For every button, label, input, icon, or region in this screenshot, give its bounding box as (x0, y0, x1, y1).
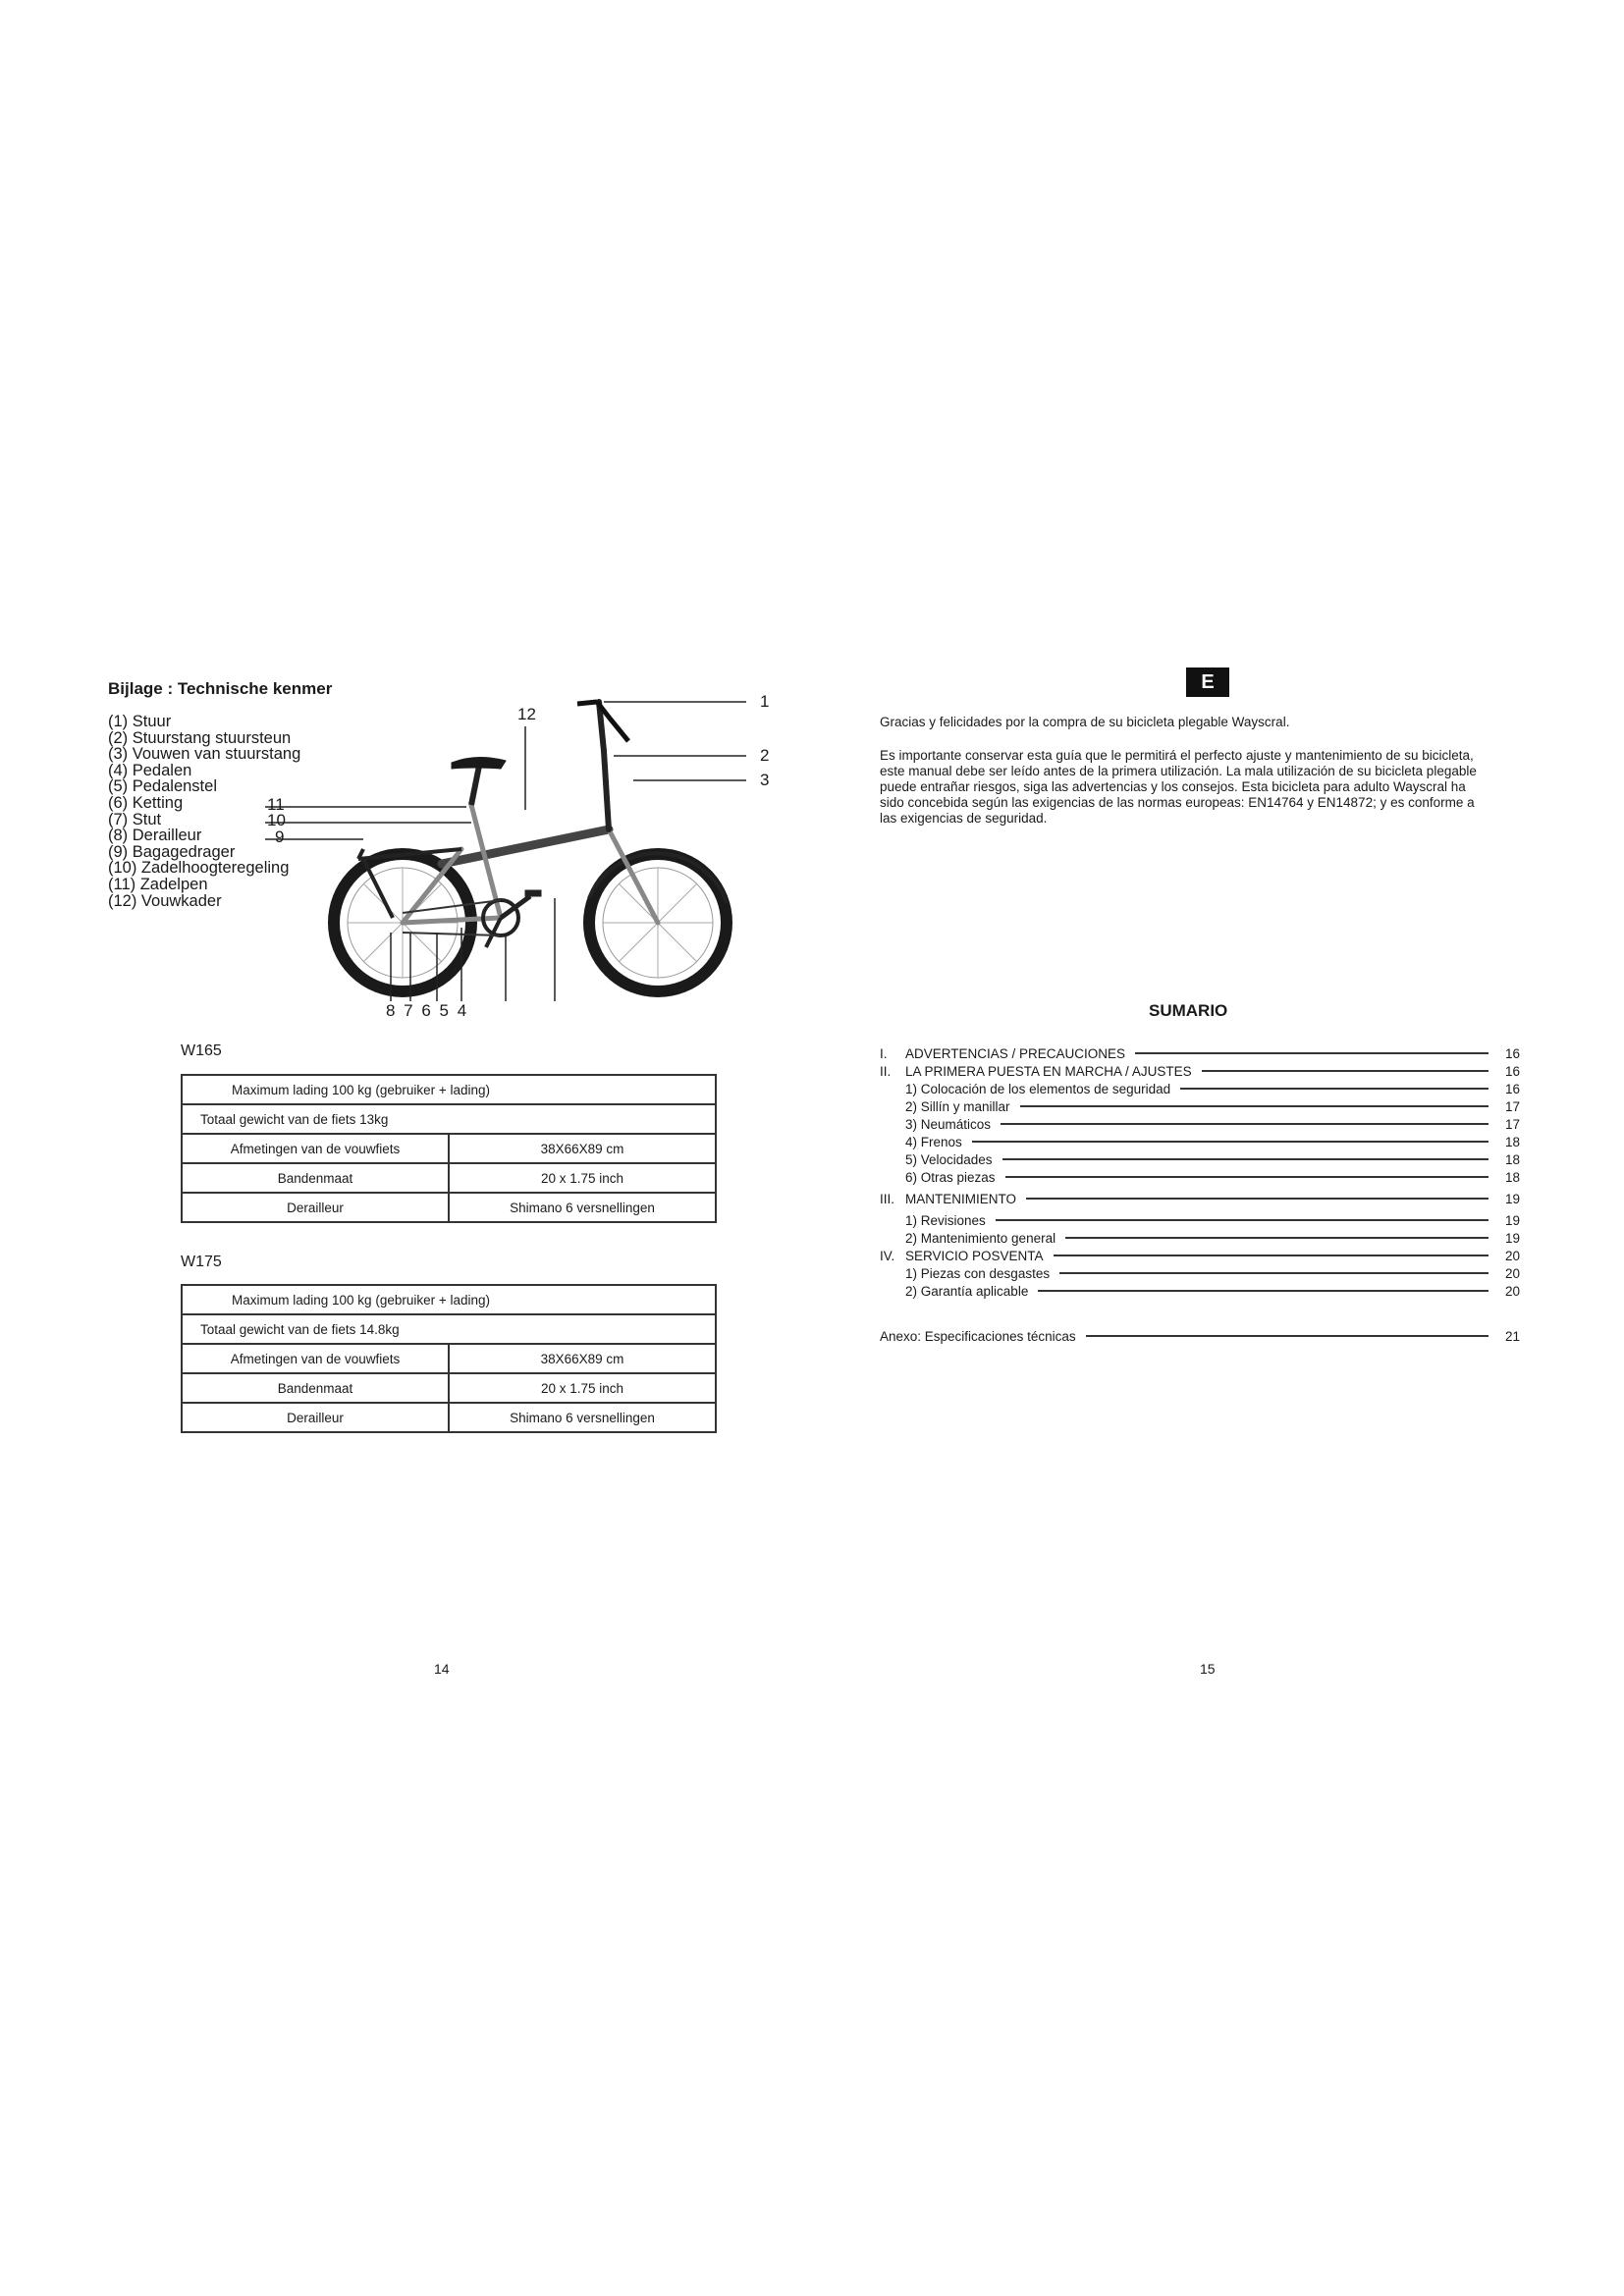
part-item: (3) Vouwen van stuurstang (108, 745, 301, 764)
toc-text: 3) Neumáticos (905, 1116, 992, 1132)
callout-1: 1 (760, 692, 770, 711)
table-row (182, 1373, 716, 1403)
spec-cell: Maximum lading 100 kg (gebruiker + lading) (182, 1075, 716, 1104)
intro-line: puede entrañar riesgos, siga las advertencias y los consejos. Esta bicicleta para adulto Wayscral ha (880, 779, 1466, 794)
callout-12: 12 (517, 705, 536, 723)
part-item: (5) Pedalenstel (108, 777, 217, 796)
toc-entry[interactable] (880, 1264, 1520, 1282)
part-item: (12) Vouwkader (108, 891, 222, 910)
toc-entry[interactable] (880, 1168, 1520, 1186)
toc-page: 17 (1504, 1116, 1520, 1132)
toc-entry[interactable] (880, 1133, 1520, 1150)
left-page-title: Bijlage : Technische kenmer (108, 679, 333, 698)
toc-page: 20 (1504, 1265, 1520, 1281)
table-row (182, 1285, 716, 1314)
toc-text: 1) Colocación de los elementos de seguridad (905, 1081, 1171, 1096)
table-row (182, 1163, 716, 1193)
toc-leader-line (1038, 1290, 1489, 1292)
spec-table-w175 (181, 1284, 717, 1433)
intro-paragraph (880, 748, 1547, 827)
toc-entry[interactable] (880, 1229, 1520, 1247)
spec-cell: Maximum lading 100 kg (gebruiker + lading) (182, 1285, 716, 1314)
toc-entry[interactable] (880, 1247, 1520, 1264)
table-row (182, 1075, 716, 1104)
part-item: (9) Bagagedrager (108, 842, 236, 861)
toc-leader-line (1086, 1335, 1489, 1337)
toc-text: Anexo: Especificaciones técnicas (880, 1328, 1076, 1344)
toc-text: 2) Sillín y manillar (905, 1098, 1010, 1114)
intro-thanks: Gracias y felicidades por la compra de su bicicleta plegable Wayscral. (880, 715, 1290, 729)
summary-title: SUMARIO (1149, 1001, 1228, 1020)
spec-table-w165 (181, 1074, 717, 1223)
table-row (182, 1314, 716, 1344)
toc-entry-annex[interactable] (880, 1327, 1520, 1345)
toc-text: 6) Otras piezas (905, 1169, 996, 1185)
spec-cell: Totaal gewicht van de fiets 14.8kg (182, 1314, 716, 1344)
folding-bike-illustration (265, 682, 785, 1026)
callout-10: 10 (267, 811, 286, 829)
spec-label: Afmetingen van de vouwfiets (182, 1134, 449, 1163)
toc-page: 16 (1504, 1045, 1520, 1061)
toc-leader-line (1202, 1070, 1489, 1072)
spec-label: Bandenmaat (182, 1163, 449, 1193)
table-row (182, 1193, 716, 1222)
toc-text: 1) Piezas con desgastes (905, 1265, 1051, 1281)
toc-leader-line (1054, 1255, 1489, 1256)
toc-page: 16 (1504, 1081, 1520, 1096)
page-number-right: 15 (1200, 1661, 1216, 1677)
toc-page: 19 (1504, 1230, 1520, 1246)
toc-number: II. (880, 1063, 892, 1079)
toc-leader-line (1180, 1088, 1489, 1090)
toc-number: III. (880, 1191, 895, 1206)
model-label-w165: W165 (181, 1042, 222, 1059)
toc-leader-line (1135, 1052, 1489, 1054)
spec-value: 38X66X89 cm (449, 1134, 716, 1163)
part-item: (11) Zadelpen (108, 875, 208, 893)
page-number-left: 14 (434, 1661, 450, 1677)
spec-value: Shimano 6 versnellingen (449, 1193, 716, 1222)
toc-entry[interactable] (880, 1150, 1520, 1168)
toc-entry[interactable] (880, 1062, 1520, 1080)
toc-page: 21 (1504, 1328, 1520, 1344)
toc-number: IV. (880, 1248, 895, 1263)
part-item: (6) Ketting (108, 793, 184, 812)
toc-leader-line (996, 1219, 1489, 1221)
part-item: (10) Zadelhoogteregeling (108, 859, 290, 878)
model-label-w175: W175 (181, 1254, 222, 1270)
toc-text: 2) Garantía aplicable (905, 1283, 1029, 1299)
toc-page: 20 (1504, 1248, 1520, 1263)
table-row (182, 1104, 716, 1134)
callout-2: 2 (760, 746, 770, 765)
intro-line: Es importante conservar esta guía que le permitirá el perfecto ajuste y mantenimiento de su bicicleta, (880, 748, 1474, 763)
toc-text: 1) Revisiones (905, 1212, 986, 1228)
toc-leader-line (1059, 1272, 1489, 1274)
toc-leader-line (1002, 1158, 1489, 1160)
table-row (182, 1344, 716, 1373)
callout-9: 9 (275, 828, 285, 846)
toc-leader-line (972, 1141, 1489, 1143)
spec-value: 20 x 1.75 inch (449, 1373, 716, 1403)
intro-line: este manual debe ser leído antes de la primera utilización. La mala utilización de su bicicleta plegable (880, 764, 1477, 778)
toc-page: 18 (1504, 1169, 1520, 1185)
toc-text: 5) Velocidades (905, 1151, 993, 1167)
spec-label: Derailleur (182, 1193, 449, 1222)
toc-text: MANTENIMIENTO (905, 1191, 1017, 1206)
toc-text: 2) Mantenimiento general (905, 1230, 1056, 1246)
toc-leader-line (1005, 1176, 1489, 1178)
callout-bottom-numbers: 8 7 6 5 4 (386, 1001, 469, 1020)
toc-leader-line (1026, 1198, 1489, 1200)
spec-value: 38X66X89 cm (449, 1344, 716, 1373)
intro-line: sido concebida según las exigencias de las normas europeas: EN14764 y EN14872; y es conforme a (880, 795, 1475, 810)
callout-3: 3 (760, 771, 770, 789)
toc-entry[interactable] (880, 1282, 1520, 1300)
toc-page: 19 (1504, 1191, 1520, 1206)
toc-page: 20 (1504, 1283, 1520, 1299)
toc-entry[interactable] (880, 1115, 1520, 1133)
callout-11: 11 (267, 795, 285, 814)
toc-leader-line (1065, 1237, 1489, 1239)
spec-value: Shimano 6 versnellingen (449, 1403, 716, 1432)
spec-label: Derailleur (182, 1403, 449, 1432)
part-item: (4) Pedalen (108, 761, 192, 779)
toc-text: ADVERTENCIAS / PRECAUCIONES (905, 1045, 1126, 1061)
part-item: (1) Stuur (108, 713, 172, 730)
spec-label: Afmetingen van de vouwfiets (182, 1344, 449, 1373)
table-row (182, 1403, 716, 1432)
toc-page: 19 (1504, 1212, 1520, 1228)
toc-page: 16 (1504, 1063, 1520, 1079)
toc-entry[interactable] (880, 1080, 1520, 1097)
toc-leader-line (1020, 1105, 1489, 1107)
toc-text: 4) Frenos (905, 1134, 962, 1149)
part-item: (7) Stut (108, 810, 162, 828)
toc-page: 18 (1504, 1151, 1520, 1167)
toc-text: SERVICIO POSVENTA (905, 1248, 1044, 1263)
toc-entry[interactable] (880, 1097, 1520, 1115)
toc-page: 18 (1504, 1134, 1520, 1149)
intro-line: las exigencias de seguridad. (880, 811, 1048, 826)
spec-value: 20 x 1.75 inch (449, 1163, 716, 1193)
toc-leader-line (1001, 1123, 1489, 1125)
part-item: (2) Stuurstang stuursteun (108, 728, 292, 747)
language-badge: E (1186, 667, 1229, 697)
table-row (182, 1134, 716, 1163)
toc-entry[interactable] (880, 1044, 1520, 1062)
spec-cell: Totaal gewicht van de fiets 13kg (182, 1104, 716, 1134)
part-item: (8) Derailleur (108, 827, 202, 845)
toc-page: 17 (1504, 1098, 1520, 1114)
toc-text: LA PRIMERA PUESTA EN MARCHA / AJUSTES (905, 1063, 1192, 1079)
toc-entry[interactable] (880, 1211, 1520, 1229)
toc-number: I. (880, 1045, 888, 1061)
spec-label: Bandenmaat (182, 1373, 449, 1403)
toc-entry[interactable] (880, 1190, 1520, 1207)
